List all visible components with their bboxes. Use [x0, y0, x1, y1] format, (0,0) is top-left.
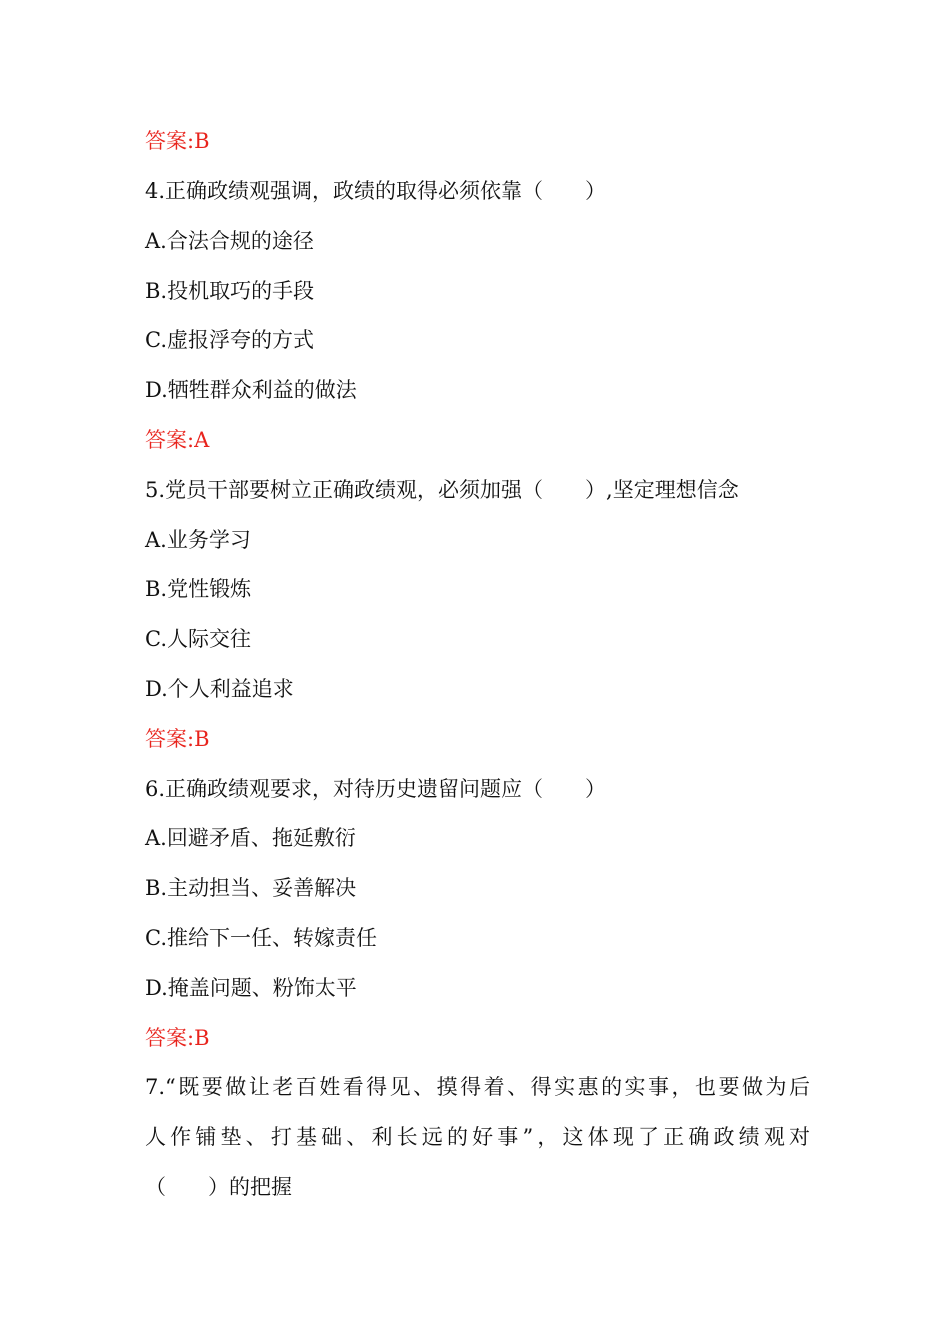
question-4-option-a: A.合法合规的途径 — [145, 229, 314, 253]
question-5-option-c: C.人际交往 — [145, 627, 251, 651]
answer-q4: 答案:A — [145, 428, 210, 452]
question-6-stem: 6.正确政绩观要求，对待历史遗留问题应（ ） — [145, 777, 607, 801]
answer-q3: 答案:B — [145, 129, 210, 153]
question-5-option-d: D.个人利益追求 — [145, 677, 294, 701]
question-5-option-b: B.党性锻炼 — [145, 577, 252, 601]
question-4-stem: 4.正确政绩观强调，政绩的取得必须依靠（ ） — [145, 179, 607, 203]
answer-q6: 答案:B — [145, 1026, 210, 1050]
question-6-option-a: A.回避矛盾、拖延敷衍 — [145, 826, 356, 850]
question-7-stem — [145, 1062, 810, 1212]
question-7-stem-line-3: （ ）的把握 — [145, 1175, 292, 1199]
answer-q5: 答案:B — [145, 727, 210, 751]
question-6-option-d: D.掩盖问题、粉饰太平 — [145, 976, 357, 1000]
question-5-stem: 5.党员干部要树立正确政绩观，必须加强（ ）,坚定理想信念 — [145, 478, 739, 502]
question-4-option-b: B.投机取巧的手段 — [145, 279, 315, 303]
question-5-option-a: A.业务学习 — [145, 528, 251, 552]
question-6-option-c: C.推给下一任、转嫁责任 — [145, 926, 377, 950]
question-4-option-d: D.牺牲群众利益的做法 — [145, 378, 357, 402]
question-6-option-b: B.主动担当、妥善解决 — [145, 876, 357, 900]
question-4-option-c: C.虚报浮夸的方式 — [145, 328, 314, 352]
question-7-stem-line-2: 人作铺垫、打基础、利长远的好事”，这体现了正确政绩观对 — [145, 1125, 810, 1149]
question-7-stem-line-1: 7.“既要做让老百姓看得见、摸得着、得实惠的实事，也要做为后 — [145, 1075, 810, 1099]
